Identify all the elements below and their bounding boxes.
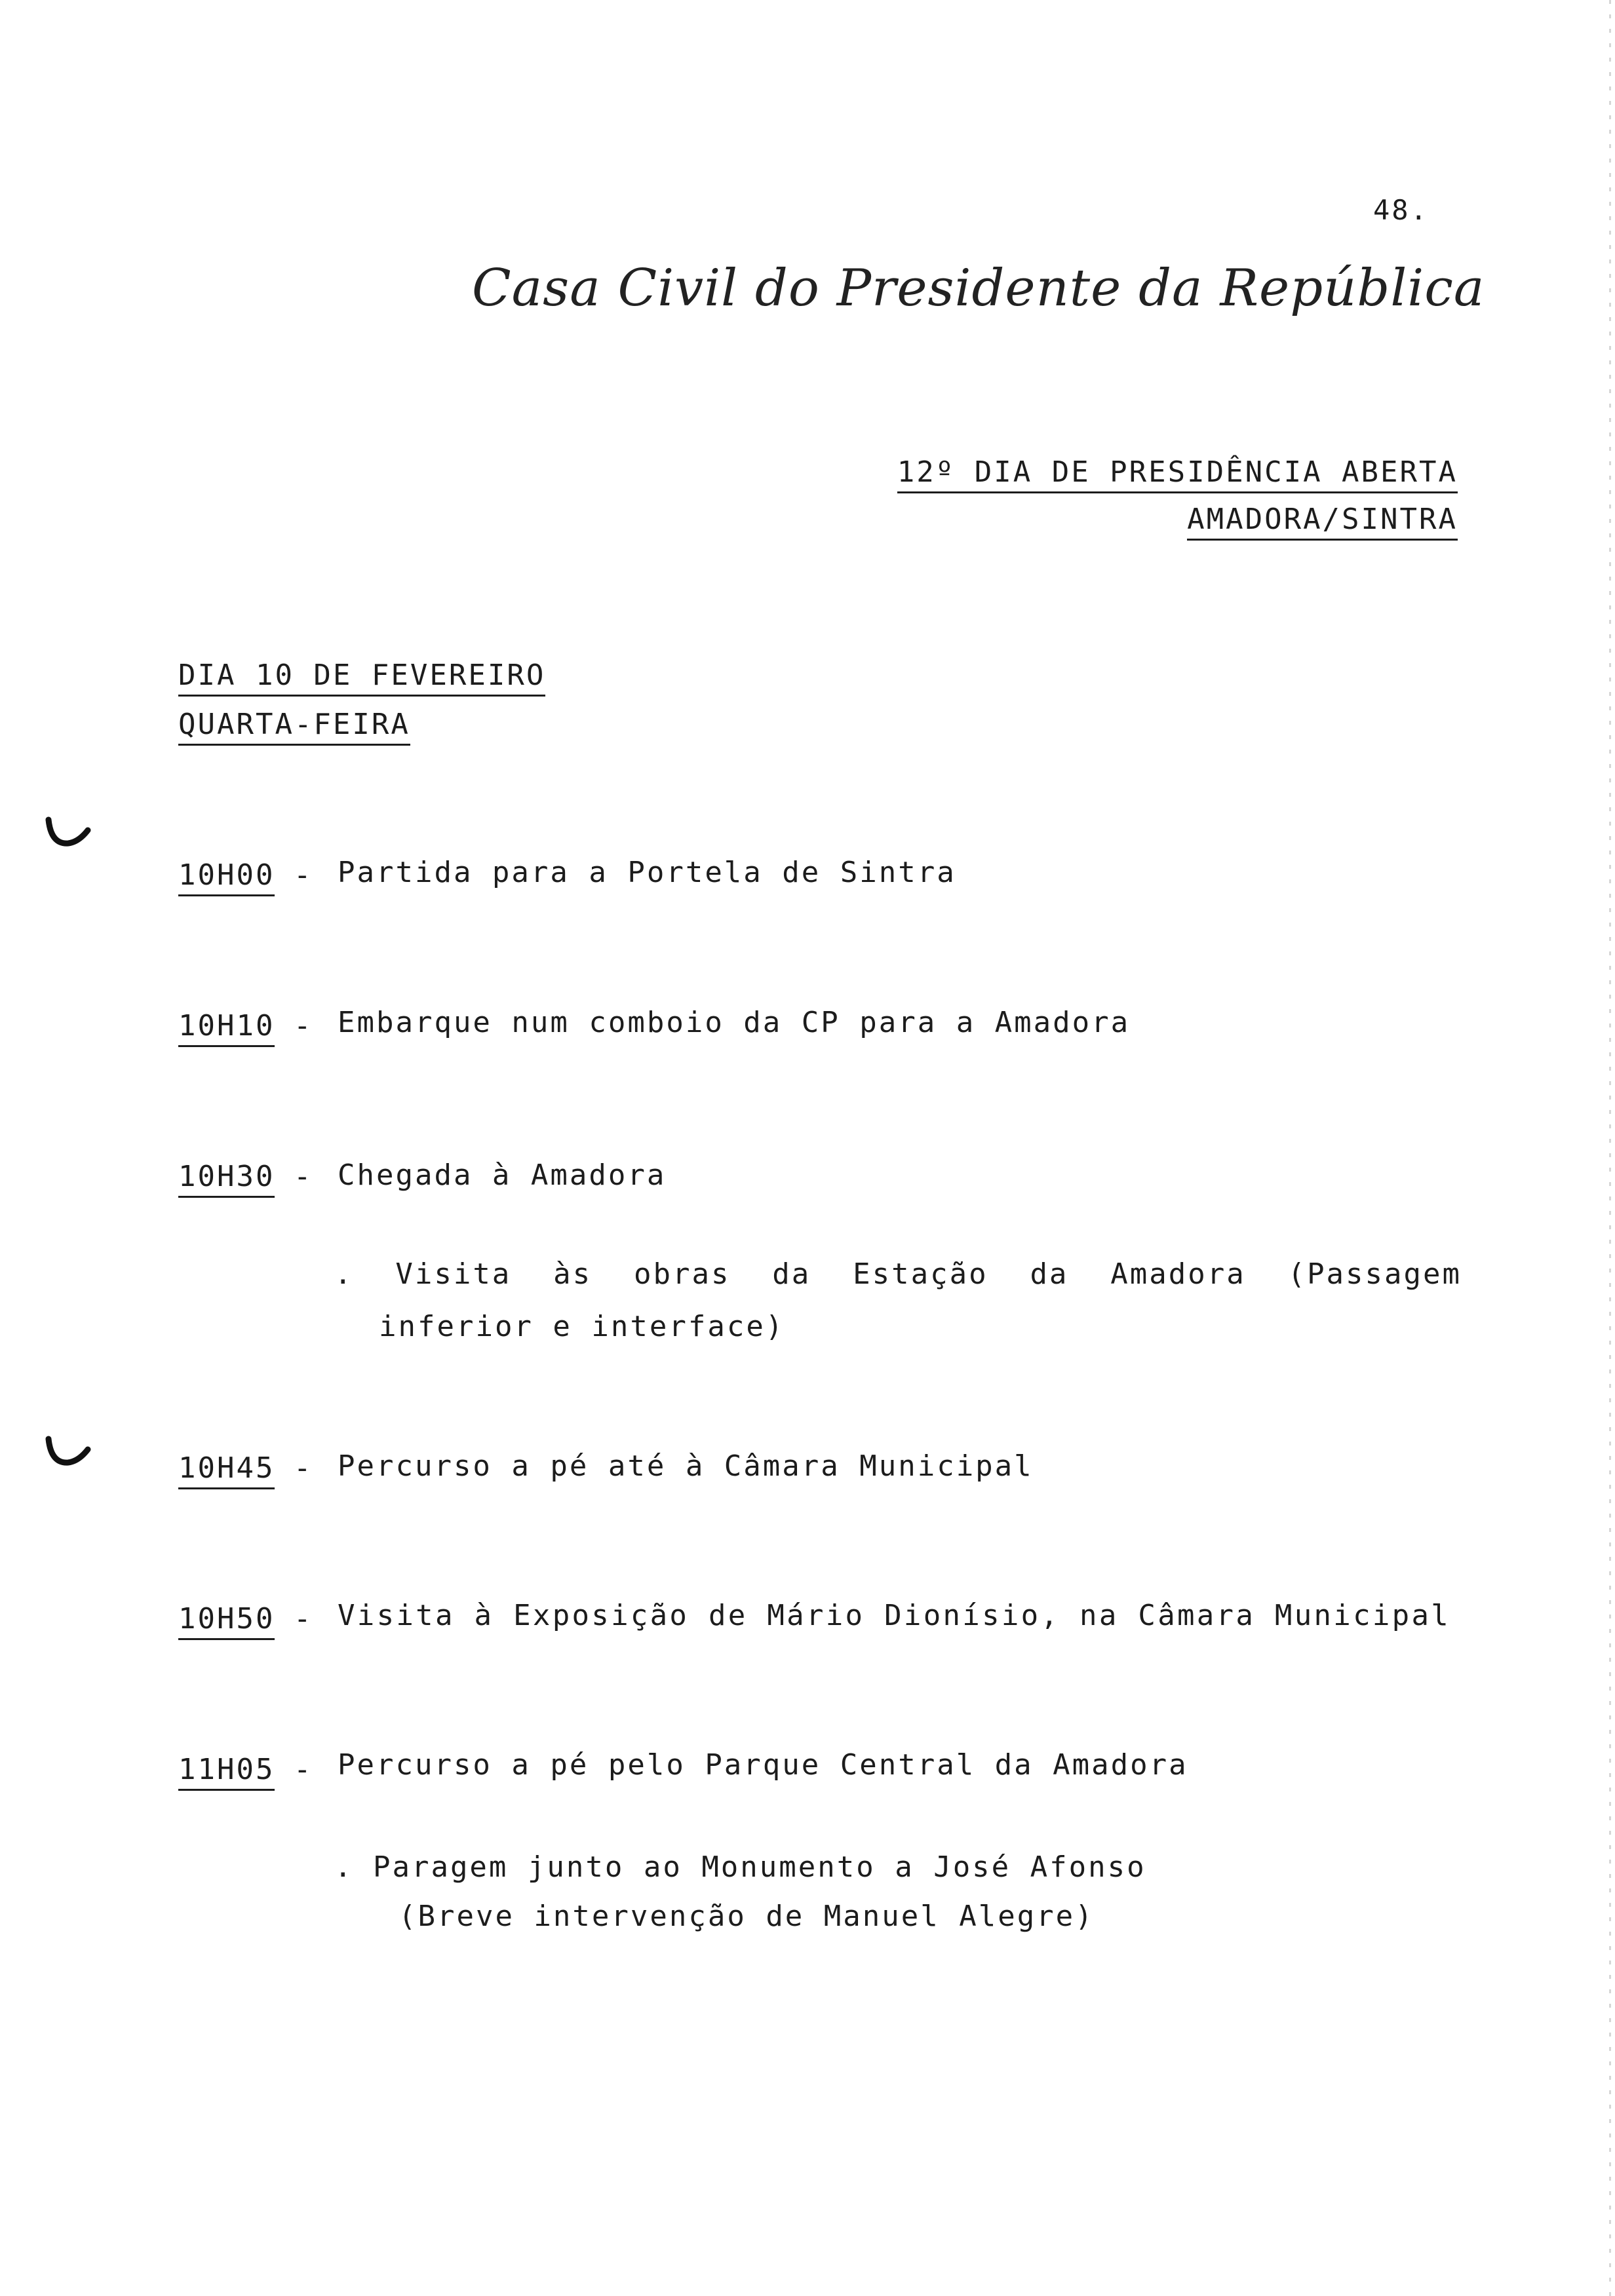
entry-description: Percurso a pé até à Câmara Municipal xyxy=(338,1449,1034,1483)
check-mark-icon xyxy=(45,1435,92,1470)
scan-edge-marks xyxy=(1609,0,1611,2296)
entry-time: 10H30 xyxy=(178,1160,275,1198)
entry-time: 10H50 xyxy=(178,1602,275,1640)
entry-description: Chegada à Amadora xyxy=(338,1158,667,1192)
check-mark-icon xyxy=(45,816,92,851)
entry-separator: - xyxy=(294,1451,313,1485)
entry-note-line: . Visita às obras da Estação da Amadora (Passagem xyxy=(334,1257,1462,1291)
heading-title: 12º DIA DE PRESIDÊNCIA ABERTA xyxy=(897,455,1458,493)
entry-note-line: (Breve intervenção de Manuel Alegre) xyxy=(399,1900,1095,1933)
entry-time: 10H45 xyxy=(178,1451,275,1489)
entry-description: Embarque num comboio da CP para a Amadora xyxy=(338,1006,1131,1039)
entry-time: 10H00 xyxy=(178,858,275,896)
entry-description: Percurso a pé pelo Parque Central da Amadora xyxy=(338,1748,1188,1782)
page-number: 48. xyxy=(1373,194,1429,226)
date-day: DIA 10 DE FEVEREIRO xyxy=(178,659,545,697)
entry-separator: - xyxy=(294,1753,313,1786)
entry-time: 11H05 xyxy=(178,1753,275,1791)
entry-description: Visita à Exposição de Mário Dionísio, na Câmara Municipal xyxy=(338,1599,1451,1632)
entry-note-line: . Paragem junto ao Monumento a José Afonso xyxy=(334,1850,1146,1884)
entry-description: Partida para a Portela de Sintra xyxy=(338,856,956,889)
date-weekday: QUARTA-FEIRA xyxy=(178,708,410,746)
entry-separator: - xyxy=(294,1602,313,1636)
entry-note-line: inferior e interface) xyxy=(379,1310,785,1343)
entry-time: 10H10 xyxy=(178,1009,275,1047)
entry-separator: - xyxy=(294,1009,313,1043)
entry-separator: - xyxy=(294,1160,313,1193)
letterhead: Casa Civil do Presidente da República xyxy=(472,259,1485,318)
heading-subtitle: AMADORA/SINTRA xyxy=(1187,503,1458,541)
entry-separator: - xyxy=(294,858,313,892)
